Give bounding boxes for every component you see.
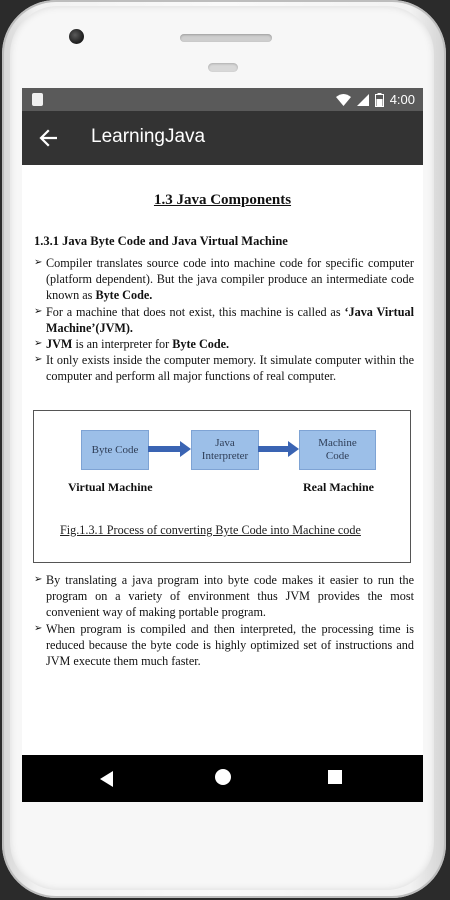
bullet-text: Compiler translates source code into machine code for specific computer (platform dependent). But the java compiler produce an intermediate code known as xyxy=(46,256,414,303)
bullet-arrow-icon: ➢ xyxy=(34,257,43,268)
bullet-bold-text: JVM xyxy=(46,337,73,352)
sd-card-icon xyxy=(32,93,43,106)
bullet-list-bottom xyxy=(34,572,414,669)
nav-back-icon[interactable] xyxy=(100,771,114,787)
arrow-right-icon xyxy=(148,440,192,458)
machine-label-line2: Code xyxy=(325,450,350,462)
bullet-arrow-icon: ➢ xyxy=(34,622,43,634)
screen xyxy=(22,88,423,802)
battery-icon xyxy=(375,93,384,107)
bullet-text: By translating a java program into byte code makes it easier to run the program on a variety of environment thus JVM provides the most convenient way of making portable program. xyxy=(46,573,414,620)
document-page[interactable] xyxy=(22,165,423,755)
bullet-item xyxy=(34,352,414,384)
arrow-left-icon xyxy=(39,129,57,147)
bullet-text: It only exists inside the computer memory. It simulate computer within the computer and perform all major functions of real computer. xyxy=(46,353,414,384)
figure-diagram xyxy=(33,410,411,563)
navigation-bar xyxy=(22,755,423,802)
byte-code-label: Byte Code xyxy=(91,443,139,456)
subsection-title: 1.3.1 Java Byte Code and Java Virtual Machine xyxy=(34,234,288,248)
status-bar xyxy=(22,88,423,111)
bullet-item xyxy=(34,255,414,304)
bullet-bold-text: Byte Code. xyxy=(95,288,153,303)
real-machine-label: Real Machine xyxy=(303,480,374,494)
bullet-bold-text: ‘Java Virtual Machine’(JVM). xyxy=(46,304,414,335)
machine-label-line1: Machine xyxy=(318,437,357,449)
interpreter-label-line1: Java xyxy=(215,437,235,449)
nav-recents-icon[interactable] xyxy=(328,770,342,784)
wifi-icon xyxy=(336,94,351,106)
front-camera xyxy=(69,29,84,44)
machine-code-box xyxy=(299,430,376,470)
interpreter-label-line2: Interpreter xyxy=(201,450,249,462)
back-button[interactable] xyxy=(34,124,62,152)
byte-code-box xyxy=(81,430,149,470)
bullet-item xyxy=(34,572,414,621)
bullet-arrow-icon: ➢ xyxy=(34,354,43,366)
signal-icon xyxy=(357,94,369,106)
bullet-bold-text: Byte Code. xyxy=(172,337,230,352)
bullet-list-top xyxy=(34,255,414,385)
bullet-text: For a machine that does not exist, this machine is called as xyxy=(46,304,345,319)
virtual-machine-label: Virtual Machine xyxy=(68,480,153,494)
status-icons xyxy=(336,91,415,108)
bullet-arrow-icon: ➢ xyxy=(34,338,43,350)
app-title: LearningJava xyxy=(91,126,206,147)
bullet-item xyxy=(34,304,414,336)
app-bar xyxy=(22,111,423,165)
proximity-sensor xyxy=(208,63,238,72)
bullet-arrow-icon: ➢ xyxy=(34,574,43,585)
figure-caption: Fig.1.3.1 Process of converting Byte Code into Machine code xyxy=(60,523,361,537)
bullet-arrow-icon: ➢ xyxy=(34,305,43,317)
bullet-item xyxy=(34,621,414,670)
bullet-item xyxy=(34,336,414,352)
bullet-text: is an interpreter for xyxy=(72,337,173,352)
arrow-right-icon xyxy=(258,440,300,458)
nav-home-icon[interactable] xyxy=(215,769,231,785)
earpiece-speaker xyxy=(180,34,272,42)
section-title: 1.3 Java Components xyxy=(153,192,292,208)
status-time: 4:00 xyxy=(389,92,415,107)
java-interpreter-box xyxy=(191,430,259,470)
bullet-text: When program is compiled and then interpreted, the processing time is reduced because the byte code is highly optimized set of instructions and JVM execute them much faster. xyxy=(46,621,414,669)
